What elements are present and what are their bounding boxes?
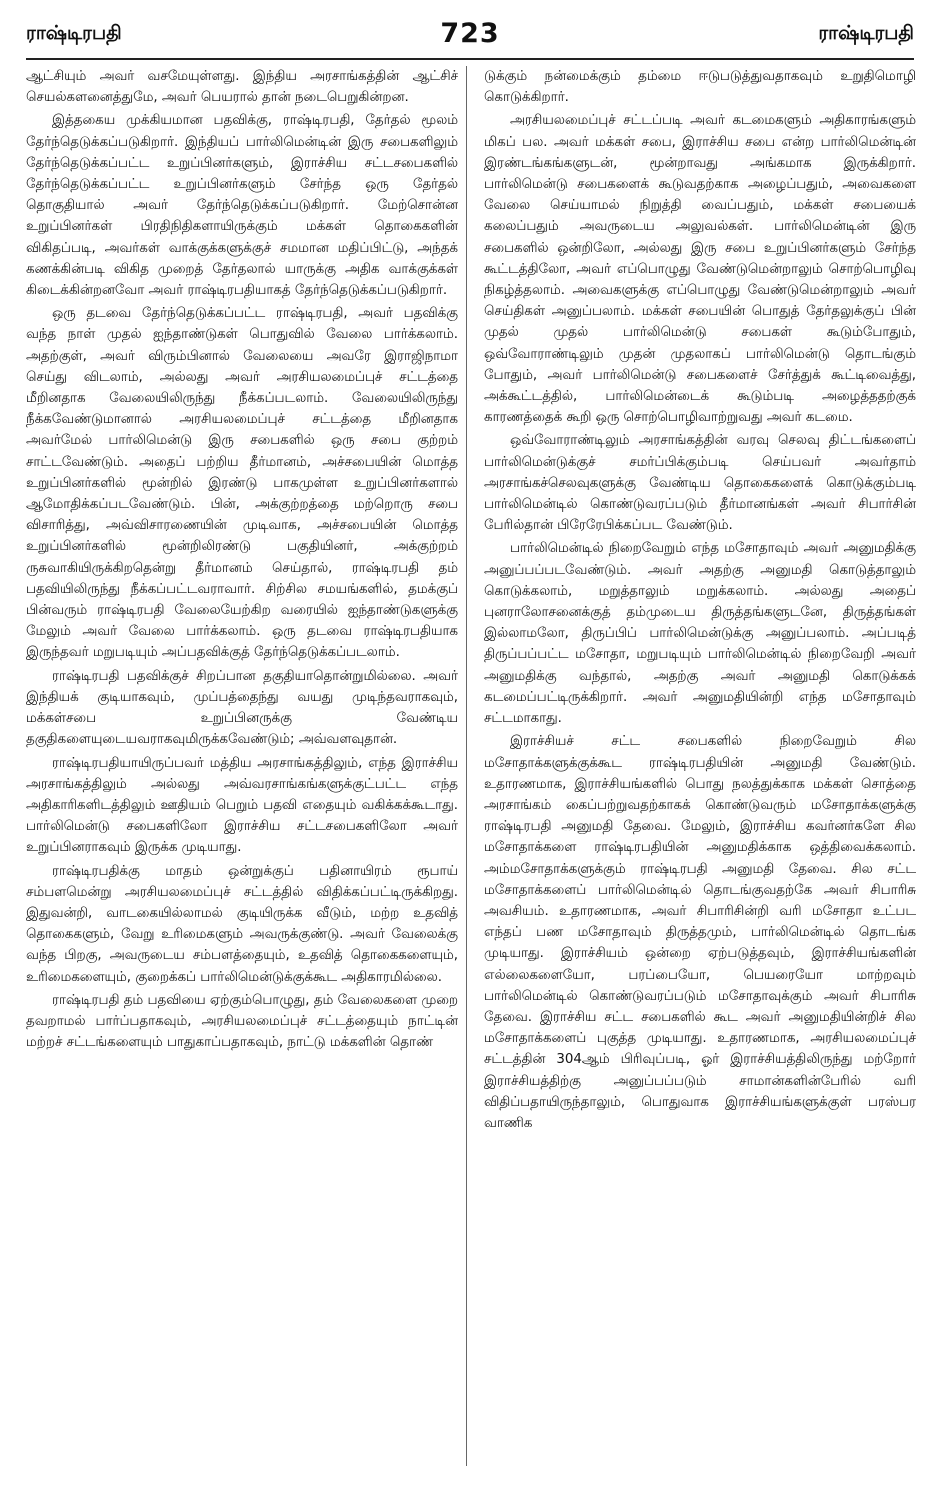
paragraph: அரசியலமைப்புச் சட்டப்படி அவர் கடமைகளும் அதிகாரங்களும் மிகப் பல. அவர் மக்கள் சபை, இராச்சிய சபை என்ற பார்லிமென்டின் இரண்டங்கங்களுடன், மூன்றாவது அங்கமாக இருக்கிறார். பார்லிமென்டு சபைகளைக் கூடுவதற்காக அழைப்பதும், அவைகளை வேலை செய்யாமல் நிறுத்தி வைப்பதும், மக்கள் சபையைக் கலைப்பதும் அவருடைய அலுவல்கள். பார்லிமென்டின் இரு சபைகளில் ஒன்றிலோ, அல்லது இரு சபை உறுப்பினர்களும் சேர்ந்த கூட்டத்திலோ, அவர் எப்பொழுது வேண்டுமென்றாலும் சொற்பொழிவு நிகழ்த்தலாம். அவைகளுக்கு எப்பொழுது வேண்டுமென்றாலும் அவர் செய்திகள் அனுப்பலாம். மக்கள் சபையின் பொதுத் தேர்தலுக்குப் பின் முதல் முதல் பார்லிமென்டு சபைகள் கூடும்போதும், ஒவ்வோராண்டிலும் முதன் முதலாகப் பார்லிமென்டு தொடங்கும் போதும், அவர் பார்லிமென்டு சபைகளைச் சேர்த்துக் கூட்டிவைத்து, அக்கூட்டத்தில், பார்லிமென்டைக் கூடும்படி அழைத்ததற்குக் காரணத்தைக் கூறி ஒரு சொற்பொழிவாற்றுவது அவர் கடமை.: [484, 113, 916, 426]
right-column: [484, 66, 916, 1136]
paragraph: பார்லிமென்டில் நிறைவேறும் எந்த மசோதாவும் அவர் அனுமதிக்கு அனுப்பப்படவேண்டும். அவர் அதற்கு அனுமதி கொடுத்தாலும் கொடுக்கலாம், மறுத்தாலும் மறுக்கலாம். அல்லது அதைப் புனராலோசனைக்குத் தம்முடைய திருத்தங்களுடனே, திருத்தங்கள் இல்லாமலோ, திருப்பிப் பார்லிமென்டுக்கு அனுப்பலாம். அப்படித் திருப்பப்பட்ட மசோதா, மறுபடியும் பார்லிமென்டில் நிறைவேறி அவர் அனுமதிக்கு வந்தால், அதற்கு அவர் அனுமதி கொடுக்கக் கடமைப்பட்டிருக்கிறார். அவர் அனுமதியின்றி எந்த மசோதாவும் சட்டமாகாது.: [484, 541, 916, 727]
paragraph: ஒவ்வோராண்டிலும் அரசாங்கத்தின் வரவு செலவு திட்டங்களைப் பார்லிமென்டுக்குச் சமர்ப்பிக்கும்படி செய்பவர் அவர்தாம் அரசாங்கச்செலவுகளுக்கு வேண்டிய தொகைகளைக் கொடுக்கும்படி பார்லிமென்டில் கொண்டுவரப்படும் தீர்மானங்கள் அவர் சிபார்சின் பேரில்தான் பிரேரேபிக்கப்பட வேண்டும்.: [484, 433, 916, 534]
paragraph: இராச்சியச் சட்ட சபைகளில் நிறைவேறும் சில மசோதாக்களுக்குக்கூட ராஷ்டிரபதியின் அனுமதி வேண்டும். உதாரணமாக, இராச்சியங்களில் பொது நலத்துக்காக மக்கள் சொத்தை அரசாங்கம் கைப்பற்றுவதற்காகக் கொண்டுவரும் மசோதாக்களுக்கு ராஷ்டிரபதி அனுமதி தேவை. மேலும், இராச்சிய கவர்னர்களே சில மசோதாக்களை ராஷ்டிரபதியின் அனுமதிக்காக ஒத்திவைக்கலாம். அம்மசோதாக்களுக்கும் ராஷ்டிரபதி அனுமதி தேவை. சில சட்ட மசோதாக்களைப் பார்லிமென்டில் தொடங்குவதற்கே அவர் சிபாரிசு அவசியம். உதாரணமாக, அவர் சிபாரிசின்றி வரி மசோதா உட்பட எந்தப் பண மசோதாவும் திருத்தமும், பார்லிமென்டில் தொடங்க முடியாது. இராச்சியம் ஒன்றை ஏற்படுத்தவும், இராச்சியங்களின் எல்லைகளையோ, பரப்பையோ, பெயரையோ மாற்றவும் பார்லிமென்டில் கொண்டுவரப்படும் மசோதாவுக்கும் அவர் சிபாரிசு தேவை. இராச்சிய சட்ட சபைகளில் கூட அவர் அனுமதியின்றிச் சில மசோதாக்களைப் புகுத்த முடியாது. உதாரணமாக, அரசியலமைப்புச் சட்டத்தின் 304ஆம் பிரிவுப்படி, ஓர் இராச்சியத்திலிருந்து மற்றோர் இராச்சியத்திற்கு அனுப்பப்படும் சாமான்களின்பேரில் வரி விதிப்பதாயிருந்தாலும், பொதுவாக இராச்சியங்களுக்குள் பரஸ்பர வாணிக: [484, 734, 916, 1131]
column-divider: [466, 66, 467, 1466]
running-title-right: ராஷ்டிரபதி: [818, 22, 914, 44]
page-header: [26, 18, 914, 56]
paragraph: ராஷ்டிரபதியாயிருப்பவர் மத்திய அரசாங்கத்திலும், எந்த இராச்சிய அரசாங்கத்திலும் அல்லது அவ்வரசாங்கங்களுக்குட்பட்ட எந்த அதிகாரிகளிடத்திலும் ஊதியம் பெறும் பதவி எதையும் வகிக்கக்கூடாது. பார்லிமென்டு சபைகளிலோ இராச்சிய சட்டசபைகளிலோ அவர் உறுப்பினராகவும் இருக்க முடியாது.: [26, 755, 458, 856]
paragraph: இத்தகைய முக்கியமான பதவிக்கு, ராஷ்டிரபதி, தேர்தல் மூலம் தேர்ந்தெடுக்கப்படுகிறார். இந்தியப் பார்லிமென்டின் இரு சபைகளிலும் தேர்ந்தெடுக்கப்பட்ட உறுப்பினர்களும், இராச்சிய சட்டசபைகளில் தேர்ந்தெடுக்கப்பட்ட உறுப்பினர்களும் சேர்ந்த ஒரு தேர்தல் தொகுதியால் அவர் தேர்ந்தெடுக்கப்படுகிறார். மேற்சொன்ன உறுப்பினர்கள் பிரதிநிதிகளாயிருக்கும் மக்கள் தொகைகளின் விகிதப்படி, அவர்கள் வாக்குக்களுக்குச் சமமான மதிப்பிட்டு, அந்தக் கணக்கின்படி விகித முறைத் தேர்தலால் யாருக்கு அதிக வாக்குக்கள் கிடைக்கின்றனவோ அவர் ராஷ்டிரபதியாகத் தேர்ந்தெடுக்கப்படுகிறார்.: [26, 113, 458, 299]
page-number: 723: [440, 18, 500, 49]
paragraph: ராஷ்டிரபதிக்கு மாதம் ஒன்றுக்குப் பதினாயிரம் ரூபாய் சம்பளமென்று அரசியலமைப்புச் சட்டத்தில் விதிக்கப்பட்டிருக்கிறது. இதுவன்றி, வாடகையில்லாமல் குடியிருக்க வீடும், மற்ற உதவித் தொகைகளும், வேறு உரிமைகளும் அவருக்குண்டு. அவர் வேலைக்கு வந்த பிறகு, அவருடைய சம்பளத்தையும், உதவித் தொகைகளையும், உரிமைகளையும், குறைக்கப் பார்லிமென்டுக்குக்கூட அதிகாரமில்லை.: [26, 863, 458, 985]
running-title-left: ராஷ்டிரபதி: [26, 22, 122, 44]
left-column: [26, 66, 458, 1055]
paragraph: டுக்கும் நன்மைக்கும் தம்மை ஈடுபடுத்துவதாகவும் உறுதிமொழி கொடுக்கிறார்.: [484, 69, 916, 106]
paragraph: ராஷ்டிரபதி தம் பதவியை ஏற்கும்பொழுது, தம் வேலைகளை முறை தவறாமல் பார்ப்பதாகவும், அரசியலமைப்புச் சட்டத்தையும் நாட்டின் மற்றச் சட்டங்களையும் பாதுகாப்பதாகவும், நாட்டு மக்களின் தொண்: [26, 992, 458, 1051]
header-rule: [26, 58, 914, 60]
paragraph: ராஷ்டிரபதி பதவிக்குச் சிறப்பான தகுதியாதொன்றுமில்லை. அவர் இந்தியக் குடியாகவும், முப்பத்தைந்து வயது முடிந்தவராகவும், மக்கள்சபை உறுப்பினருக்கு வேண்டிய தகுதிகளையுடையவராகவுமிருக்கவேண்டும்; அவ்வளவுதான்.: [26, 668, 458, 748]
paragraph: ஆட்சியும் அவர் வசமேயுள்ளது. இந்திய அரசாங்கத்தின் ஆட்சிச் செயல்களனைத்துமே, அவர் பெயரால் தான் நடைபெறுகின்றன.: [26, 69, 458, 106]
paragraph: ஒரு தடவை தேர்ந்தெடுக்கப்பட்ட ராஷ்டிரபதி, அவர் பதவிக்கு வந்த நாள் முதல் ஐந்தாண்டுகள் பொதுவில் வேலை பார்க்கலாம். அதற்குள், அவர் விரும்பினால் வேலையை அவரே இராஜிநாமா செய்து விடலாம், அல்லது அவர் அரசியலமைப்புச் சட்டத்தை மீறினதாக வேலையிலிருந்து நீக்கப்படலாம். வேலையிலிருந்து நீக்கவேண்டுமானால் அரசியலமைப்புச் சட்டத்தை மீறினதாக அவர்மேல் பார்லிமென்டு இரு சபைகளில் ஒரு சபை குற்றம் சாட்டவேண்டும். அதைப் பற்றிய தீர்மானம், அச்சபையின் மொத்த உறுப்பினர்களில் மூன்றில் இரண்டு பாகமுள்ள உறுப்பினர்களால் ஆமோதிக்கப்படவேண்டும். பின், அக்குற்றத்தை மற்றொரு சபை விசாரித்து, அவ்விசாரணையின் முடிவாக, அச்சபையின் மொத்த உறுப்பினர்களில் மூன்றிலிரண்டு பகுதியினர், அக்குற்றம் ருசுவாகியிருக்கிறதென்று தீர்மானம் செய்தால், ராஷ்டிரபதி தம் பதவியிலிருந்து நீக்கப்பட்டவராவார். சிற்சில சமயங்களில், தமக்குப் பின்வரும் ராஷ்டிரபதி வேலையேற்கிற வரையில் ஐந்தாண்டுகளுக்கு மேலும் அவர் வேலை பார்க்கலாம். ஒரு தடவை ராஷ்டிரபதியாக இருந்தவர் மறுபடியும் அப்பதவிக்குத் தேர்ந்தெடுக்கப்படலாம்.: [26, 306, 458, 661]
